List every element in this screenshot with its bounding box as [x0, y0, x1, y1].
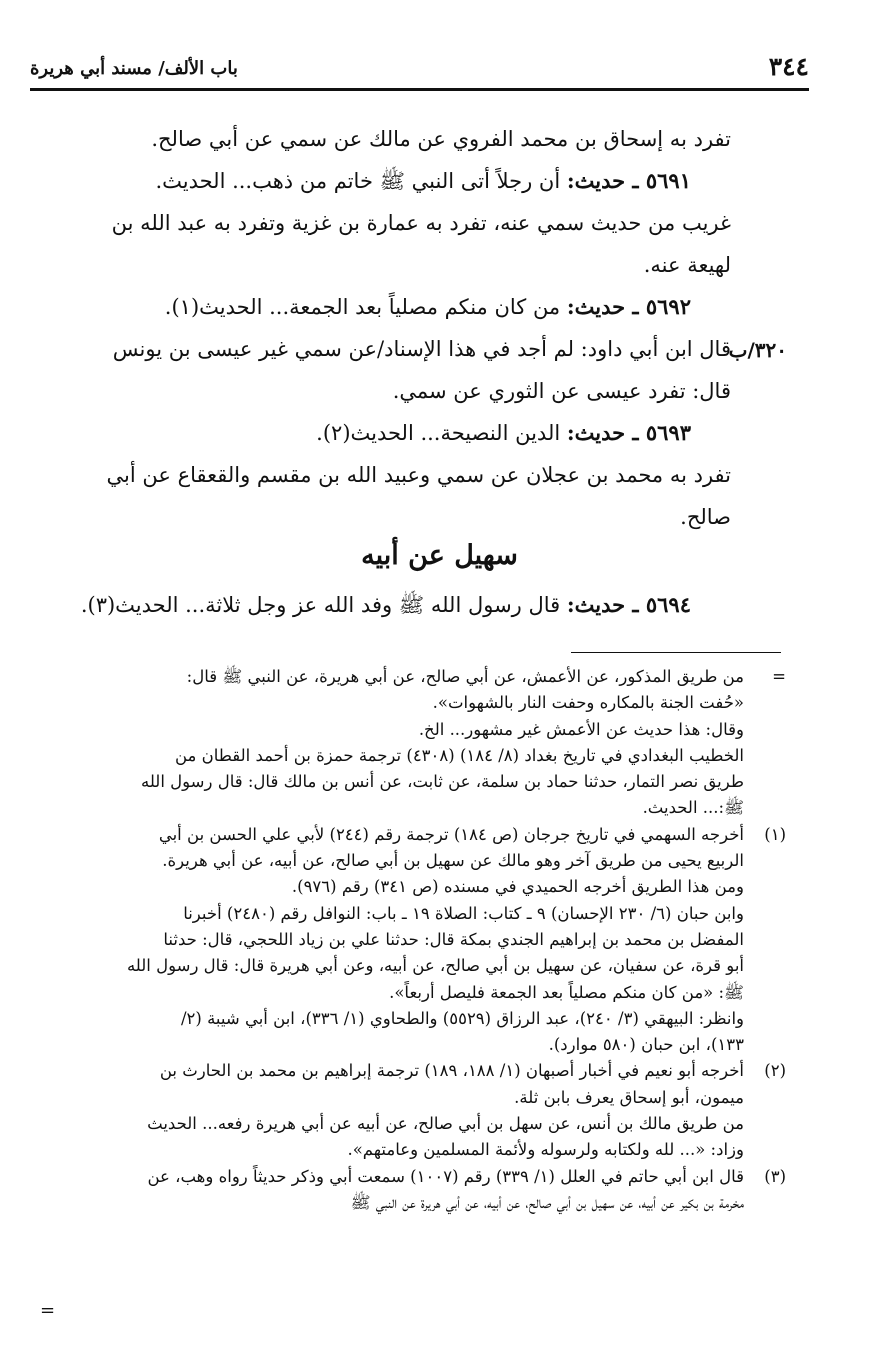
- text-line: تفرد به إسحاق بن محمد الفروي عن مالك عن سمي عن أبي صالح.: [151, 127, 731, 151]
- hadith-5693: [60, 412, 731, 454]
- footnote-2: [60, 1058, 784, 1163]
- header-rule: [30, 88, 809, 91]
- footnote-line: «حُفت الجنة بالمكاره وحفت النار بالشهوات».: [432, 693, 744, 713]
- running-title: باب الألف/ مسند أبي هريرة: [30, 58, 238, 79]
- footnote-mark: (٢): [764, 1061, 786, 1081]
- footnote-3: [60, 1164, 784, 1217]
- text-line: قال ابن أبي داود: لم أجد في هذا الإسناد/عن سمي غير عيسى بن يونس: [112, 337, 731, 361]
- main-text: [60, 118, 731, 538]
- footnote-separator: [571, 652, 781, 653]
- footnote-line: من طريق مالك بن أنس، عن سهل بن أبي صالح، عن أبيه عن أبي هريرة رفعه... الحديث: [147, 1114, 744, 1134]
- footnote-line: أخرجه السهمي في تاريخ جرجان (ص ١٨٤) ترجمة رقم (٢٤٤) لأبي علي الحسن بن أبي: [158, 824, 744, 844]
- footnote-1: [60, 822, 784, 1059]
- footnote-line: أبو قرة، عن سفيان، عن سهيل بن أبي صالح، عن أبيه، وعن أبي هريرة قال: قال رسول الله: [126, 956, 744, 976]
- footnote-line: ﷺ:... الحديث.: [642, 798, 744, 818]
- footnote-line: وقال: هذا حديث عن الأعمش غير مشهور... الخ.: [418, 719, 744, 739]
- footnote-line: مخرمة بن بكير عن أبيه، عن سهيل بن أبي صالح، عن أبيه، عن أبي هريرة عن النبي ﷺ: [350, 1192, 744, 1212]
- footnote-line: طريق نصر التمار، حدثنا حماد بن سلمة، عن ثابت، عن أنس بن مالك قال: قال رسول الله: [141, 772, 744, 792]
- footnote-line: ميمون، أبو إسحاق يعرف بابن ثلة.: [514, 1087, 744, 1107]
- text-line: غريب من حديث سمي عنه، تفرد به عمارة بن غزية وتفرد به عبد الله بن: [111, 211, 731, 235]
- footnote-line: المفضل بن محمد بن إبراهيم الجندي بمكة قال: حدثنا علي بن زياد اللحجي، قال: حدثنا: [163, 929, 744, 949]
- text-line: لهيعة عنه.: [643, 253, 731, 277]
- hadith-text: الدين النصيحة... الحديث(٢).: [316, 421, 561, 445]
- hadith-5692: [60, 286, 731, 328]
- footnote-line: قال ابن أبي حاتم في العلل (١/ ٣٣٩) رقم (١٠٠٧) سمعت أبي وذكر حديثاً رواه وهب، عن: [147, 1166, 744, 1186]
- page-number: ٣٤٤: [768, 52, 809, 81]
- footnote-line: ومن هذا الطريق أخرجه الحميدي في مسنده (ص ٣٤١) رقم (٩٧٦).: [291, 877, 744, 897]
- hadith-number: ٥٦٩٢ ـ حديث:: [566, 294, 691, 319]
- text-line: تفرد به محمد بن عجلان عن سمي وعبيد الله بن مقسم والقعقاع عن أبي: [106, 463, 731, 487]
- footnote-continuation: [60, 664, 784, 822]
- hadith-text: قال رسول الله ﷺ وفد الله عز وجل ثلاثة... الحديث(٣).: [80, 593, 561, 617]
- hadith-5694: [81, 584, 731, 626]
- hadith-number: ٥٦٩٣ ـ حديث:: [566, 420, 691, 445]
- footnote-mark: (١): [764, 824, 786, 844]
- continuation-mark: =: [40, 1300, 56, 1321]
- footnote-line: وابن حبان (٦/ ٢٣٠ الإحسان) ٩ ـ كتاب: الصلاة ١٩ ـ باب: النوافل رقم (٢٤٨٠) أخبرنا: [183, 903, 744, 923]
- section-heading: سهيل عن أبيه: [361, 540, 518, 571]
- footnote-line: وانظر: البيهقي (٣/ ٢٤٠)، عبد الرزاق (٥٥٢٩) والطحاوي (١/ ٣٣٦)، ابن أبي شيبة (٢/: [180, 1008, 744, 1028]
- footnote-line: ﷺ: «من كان منكم مصلياً بعد الجمعة فليصل أربعاً».: [389, 982, 744, 1002]
- footnote-line: من طريق المذكور، عن الأعمش، عن أبي صالح، عن أبي هريرة، عن النبي ﷺ قال:: [186, 667, 744, 686]
- footnote-line: أخرجه أبو نعيم في أخبار أصبهان (١/ ١٨٨، ١٨٩) ترجمة إبراهيم بن محمد بن الحارث بن: [159, 1061, 744, 1081]
- hadith-text: من كان منكم مصلياً بعد الجمعة... الحديث(١).: [164, 295, 561, 319]
- text-line: صالح.: [680, 505, 731, 529]
- text-line: قال: تفرد عيسى عن الثوري عن سمي.: [392, 379, 731, 403]
- hadith-number: ٥٦٩٤ ـ حديث:: [566, 592, 691, 617]
- hadith-5691: [60, 160, 731, 202]
- hadith-number: ٥٦٩١ ـ حديث:: [566, 168, 691, 193]
- footnote-mark: =: [772, 667, 786, 686]
- footnotes: [60, 664, 784, 1216]
- margin-folio-note: ٣٢٠/ب: [728, 338, 787, 362]
- footnote-mark: (٣): [764, 1166, 786, 1186]
- footnote-line: وزاد: «... لله ولكتابه ولرسوله ولأئمة المسلمين وعامتهم».: [347, 1140, 744, 1160]
- footnote-line: الخطيب البغدادي في تاريخ بغداد (٨/ ١٨٤) (٤٣٠٨) ترجمة حمزة بن أحمد القطان من: [174, 745, 744, 765]
- running-header: [30, 52, 809, 88]
- hadith-text: أن رجلاً أتى النبي ﷺ خاتم من ذهب... الحديث.: [155, 169, 561, 193]
- footnote-line: الربيع يحيى من طريق آخر وهو مالك عن سهيل بن أبي صالح، عن أبيه، عن أبي هريرة.: [162, 851, 744, 871]
- footnote-line: ١٣٣)، ابن حبان (٥٨٠ موارد).: [548, 1035, 744, 1055]
